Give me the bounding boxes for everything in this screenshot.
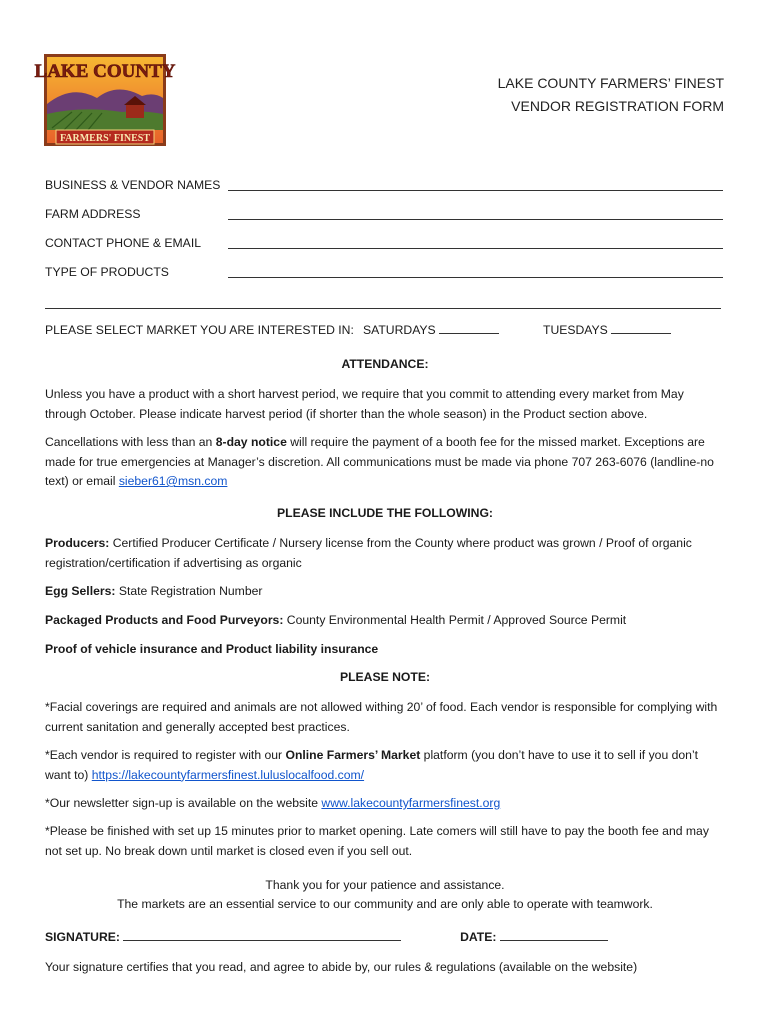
market-prompt: PLEASE SELECT MARKET YOU ARE INTERESTED IN: [45,323,354,337]
tuesdays-option[interactable] [543,323,671,337]
signature-certification: Your signature certifies that you read, and agree to abide by, our rules & regulations (available on the website) [45,960,638,974]
producers-paragraph [45,534,727,573]
cancellation-paragraph [45,433,727,492]
egg-sellers-paragraph [45,582,727,602]
packaged-products-text: County Environmental Health Permit / Approved Source Permit [283,613,627,627]
note-newsletter [45,794,727,814]
attendance-paragraph: Unless you have a product with a short harvest period, we require that you commit to attending every market from May through October. Please indicate harvest period (if shorter than the whole season) in the Product section above. [45,387,684,421]
title-line-2: VENDOR REGISTRATION FORM [511,98,724,114]
saturdays-label: SATURDAYS [363,323,436,337]
type-of-products-field[interactable] [45,265,725,283]
website-link[interactable]: www.lakecountyfarmersfinest.org [321,796,501,810]
packaged-products-paragraph [45,611,727,631]
producers-text: Certified Producer Certificate / Nursery license from the County where product was grown / Proof of organic registration/certification if advertising as organic [45,536,692,570]
date-field[interactable] [500,940,608,941]
email-link[interactable]: sieber61@msn.com [118,474,228,488]
saturdays-option[interactable] [363,323,499,337]
blank-line[interactable] [228,190,723,191]
signature-row [45,930,725,948]
closing-line-2: The markets are an essential service to our community and are only able to operate with teamwork. [117,897,653,911]
notice-period: 8-day notice [215,435,287,449]
attendance-heading: ATTENDANCE: [341,357,429,371]
packaged-products-label: Packaged Products and Food Purveyors: [45,613,284,627]
cancellation-text-2: will require the payment of a booth fee for the missed market. Exceptions are made for true emergencies at Manager’s discretion. All communications must be made via phone 707 263-6076 (landline-no text) or email [45,435,714,488]
farm-address-field[interactable] [45,207,725,225]
closing-line-1: Thank you for your patience and assistance. [265,878,505,892]
business-vendor-names-field[interactable] [45,178,725,196]
lake-county-logo [34,52,176,148]
cancellation-text: Cancellations with less than an [45,435,216,449]
online-market-text: *Each vendor is required to register with our [45,748,286,762]
field-label: TYPE OF PRODUCTS [45,265,169,279]
field-label: CONTACT PHONE & EMAIL [45,236,201,250]
online-market-text-2: platform (you don’t have to use it to sell if you don’t want to) [45,748,699,782]
signature-field[interactable] [123,940,401,941]
signature-label: SIGNATURE: [45,930,120,944]
date-label: DATE: [460,930,497,944]
blank-line[interactable] [228,277,723,278]
blank-line[interactable] [228,248,723,249]
online-market-link[interactable]: https://lakecountyfarmersfinest.luluslocalfood.com/ [91,767,365,782]
field-label: BUSINESS & VENDOR NAMES [45,178,221,192]
svg-text:LAKE COUNTY: LAKE COUNTY [34,61,176,82]
note-facial-coverings: *Facial coverings are required and animals are not allowed withing 20’ of food. Each vendor is responsible for complying with current sanitation and generally accepted best practices. [45,700,718,734]
contact-phone-email-field[interactable] [45,236,725,254]
title-line-1: LAKE COUNTY FARMERS’ FINEST [497,75,724,91]
blank-line[interactable] [228,219,723,220]
note-online-market [45,746,727,785]
egg-sellers-label: Egg Sellers: [45,584,116,598]
note-setup-time: *Please be finished with set up 15 minutes prior to market opening. Late comers will still have to pay the booth fee and may not set up. No break down until market is closed even if you sell out. [45,824,709,858]
saturdays-blank[interactable] [439,333,499,334]
tuesdays-label: TUESDAYS [543,323,608,337]
products-continuation-line[interactable] [45,308,721,309]
market-selection [45,323,725,341]
egg-sellers-text: State Registration Number [115,584,263,598]
form-title [498,72,724,118]
producers-label: Producers: [45,536,110,550]
note-heading: PLEASE NOTE: [339,670,431,684]
field-label: FARM ADDRESS [45,207,141,221]
logo-banner-text: FARMERS' FINEST [59,133,151,144]
insurance-requirement: Proof of vehicle insurance and Product liability insurance [45,642,379,656]
tuesdays-blank[interactable] [611,333,671,334]
newsletter-text: *Our newsletter sign-up is available on the website [45,796,322,810]
online-market-name: Online Farmers’ Market [285,748,421,762]
include-heading: PLEASE INCLUDE THE FOLLOWING: [277,506,493,520]
